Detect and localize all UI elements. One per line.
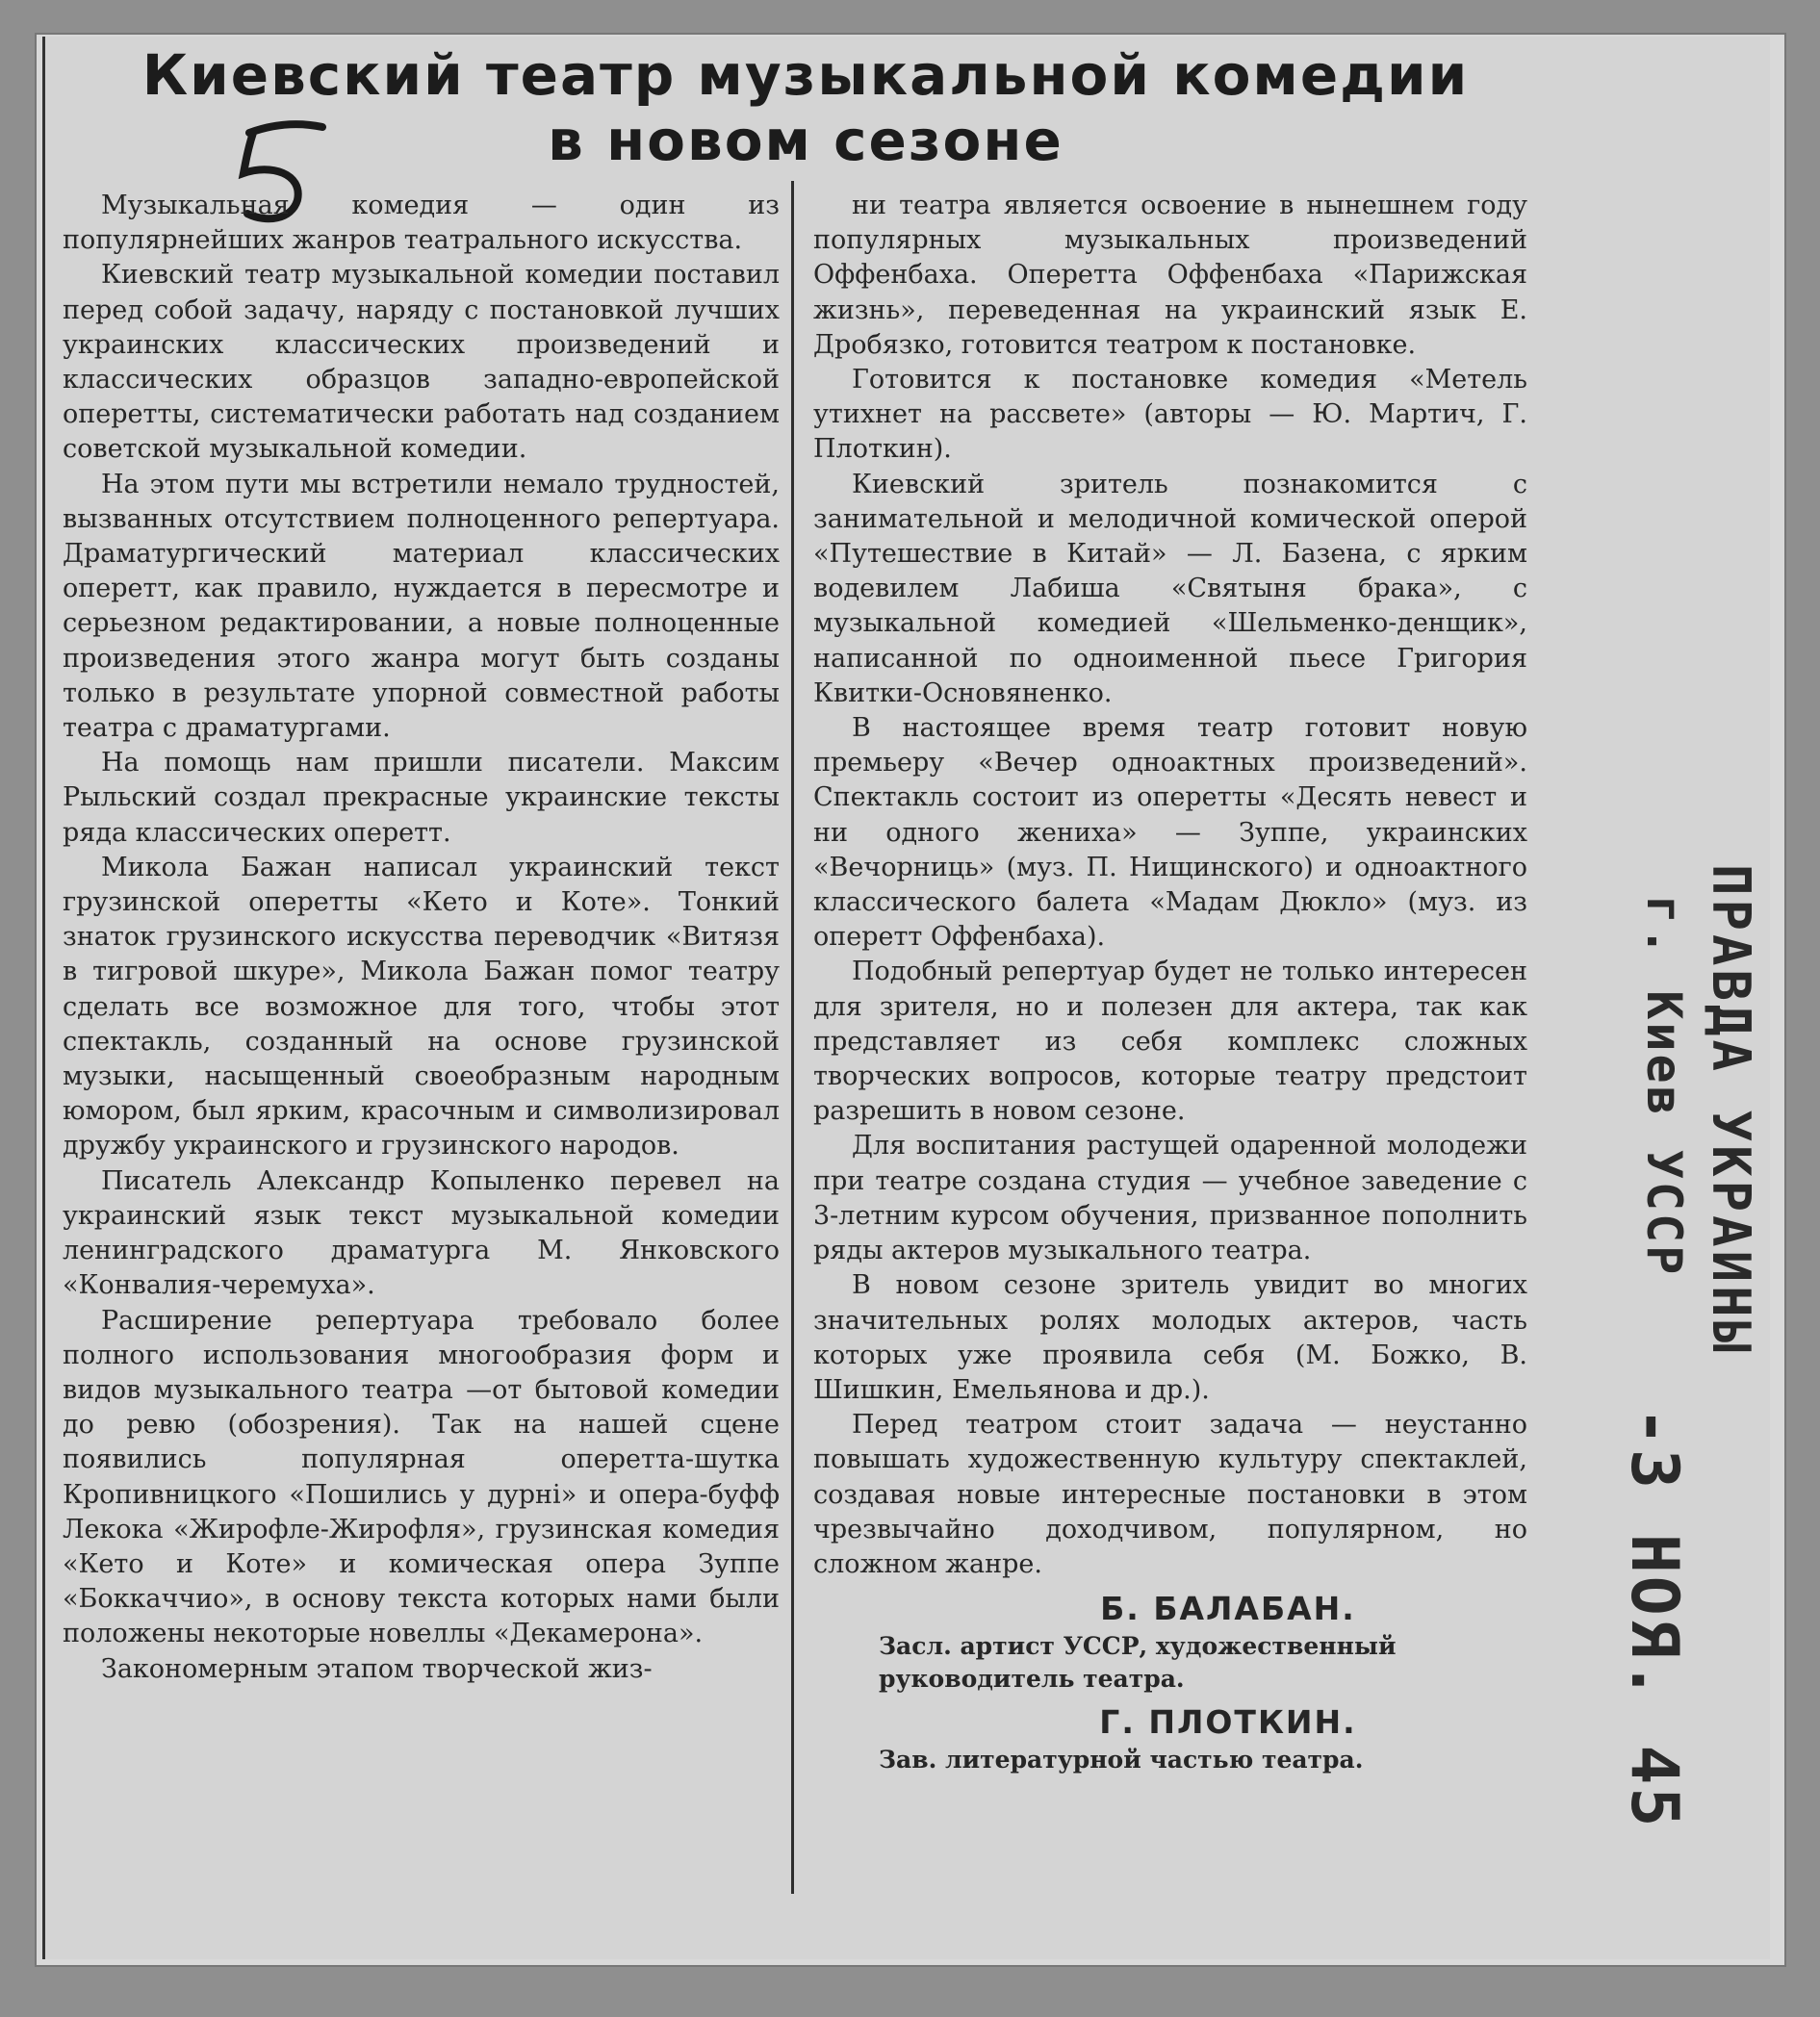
headline-line-1: Киевский театр музыкальной комедии (141, 42, 1470, 108)
signature-name: Г. ПЛОТКИН. (1099, 1703, 1357, 1742)
paragraph: Перед театром стоит задача — неустанно повышать художественную культуру спектаклей, создавая новые интересные постановки в этом чрезвычайно доходчивом, популярном, но сложном жанре. (813, 1410, 1527, 1579)
paragraph: Писатель Александр Копыленко перевел на украинский язык текст музыкальной комедии ленинградского драматурга М. Янковского «Конвалия-черемуха». (63, 1165, 780, 1301)
paragraph: Микола Бажан написал украинский текст грузинской оперетты «Кето и Коте». Тонкий знаток грузинского искусства переводчик «Витязя в тигровой шкуре», Микола Бажан помог театру сделать все возможное для того, чтобы этот спектакль, созданный на основе грузинской музыки, насыщенный своеобразным народным юмором, был ярким, красочным и символизировал дружбу украинского и грузинского народов. (63, 852, 780, 1162)
signature-name: Б. БАЛАБАН. (1100, 1590, 1356, 1628)
headline-line-2: в новом сезоне (548, 108, 1064, 173)
paragraph: ни театра является освоение в нынешнем году популярных музыкальных произведений Оффенбаха. Оперетта Оффенбаха «Парижская жизнь», переведенная на украинский язык Е. Дробязко, готовится театром к постановке. (813, 191, 1527, 360)
paragraph: Киевский зритель познакомится с занимательной и мелодичной комической оперой «Путешествие в Китай» — Л. Базена, с ярким водевилем Лабиша «Святыня брака», с музыкальной комедией «Шельменко-денщик», написанной по одноименной пьесе Григория Квитки-Основяненко. (813, 469, 1527, 708)
paragraph: Расширение репертуара требовало более полного использования многообразия форм и видов музыкального театра —от бытовой комедии до ревю (обозрения). Так на нашей сцене появились популярная оперетта-шутка Кропивницкого «Пошились у дурні» и опера-буфф Лекока «Жирофле-Жирофля», грузинская комедия «Кето и Коте» и комическая опера Зуппе «Боккаччио», в основу текста которых нами были положены некоторые новеллы «Декамерона». (63, 1305, 780, 1649)
column-rule (791, 181, 794, 1894)
paragraph: Подобный репертуар будет не только интересен для зрителя, но и полезен для актера, так как представляет из себя комплекс сложных творческих вопросов, которые театру предстоит разрешить в новом сезоне. (813, 957, 1527, 1127)
article-column-right (813, 189, 1527, 1776)
paragraph: В новом сезоне зритель увидит во многих значительных ролях молодых актеров, часть которых уже проявила себя (М. Божко, В. Шишкин, Емельянова и др.). (813, 1270, 1527, 1405)
paragraph: В настоящее время театр готовит новую премьеру «Вечер одноактных произведений». Спектакль состоит из оперетты «Десять невест и ни одного жениха» — Зуппе, украинских «Вечорниць» (муз. П. Нищинского) и одноактного классического балета «Мадам Дюкло» (муз. из оперетт Оффенбаха). (813, 713, 1527, 953)
stamp-newspaper-name: ПРАВДА УКРАИНЫ (1701, 864, 1761, 1357)
paragraph: Музыкальная комедия — один из популярнейших жанров театрального искусства. (63, 191, 780, 256)
paragraph: Киевский театр музыкальной комедии поставил перед собой задачу, наряду с постановкой лучших украинских классических произведений и классических образцов западно-европейской оперетты, систематически работать над созданием советской музыкальной комедии. (63, 260, 780, 465)
paragraph: Готовится к постановке комедия «Метель утихнет на рассвете» (авторы — Ю. Мартич, Г. Плоткин). (813, 365, 1527, 465)
stamp-city: г. Киев УССР (1636, 895, 1692, 1278)
signature-role: Зав. литературной частью театра. (879, 1746, 1364, 1774)
paragraph: На этом пути мы встретили немало трудностей, вызванных отсутствием полноценного репертуара. Драматургический материал классических оперетт, как правило, нуждается в пересмотре и серьезном редактировании, а новые полноценные произведения этого жанра могут быть созданы только в результате упорной совместной работы театра с драматургами. (63, 469, 780, 744)
paragraph: Закономерным этапом творческой жиз- (101, 1653, 653, 1684)
paragraph: Для воспитания растущей одаренной молодежи при театре создана студия — учебное заведение с 3-летним курсом обучения, призванное пополнить ряды актеров музыкального театра. (813, 1131, 1527, 1266)
newspaper-clipping (42, 37, 1770, 1959)
stamp-date: -3 НОЯ. 45 (1616, 1407, 1692, 1830)
article-column-left (63, 189, 780, 1687)
signature-role: Засл. артист УССР, художественный руководитель театра. (879, 1632, 1397, 1694)
paragraph: На помощь нам пришли писатели. Максим Рыльский создал прекрасные украинские тексты ряда классических оперетт. (63, 748, 780, 848)
